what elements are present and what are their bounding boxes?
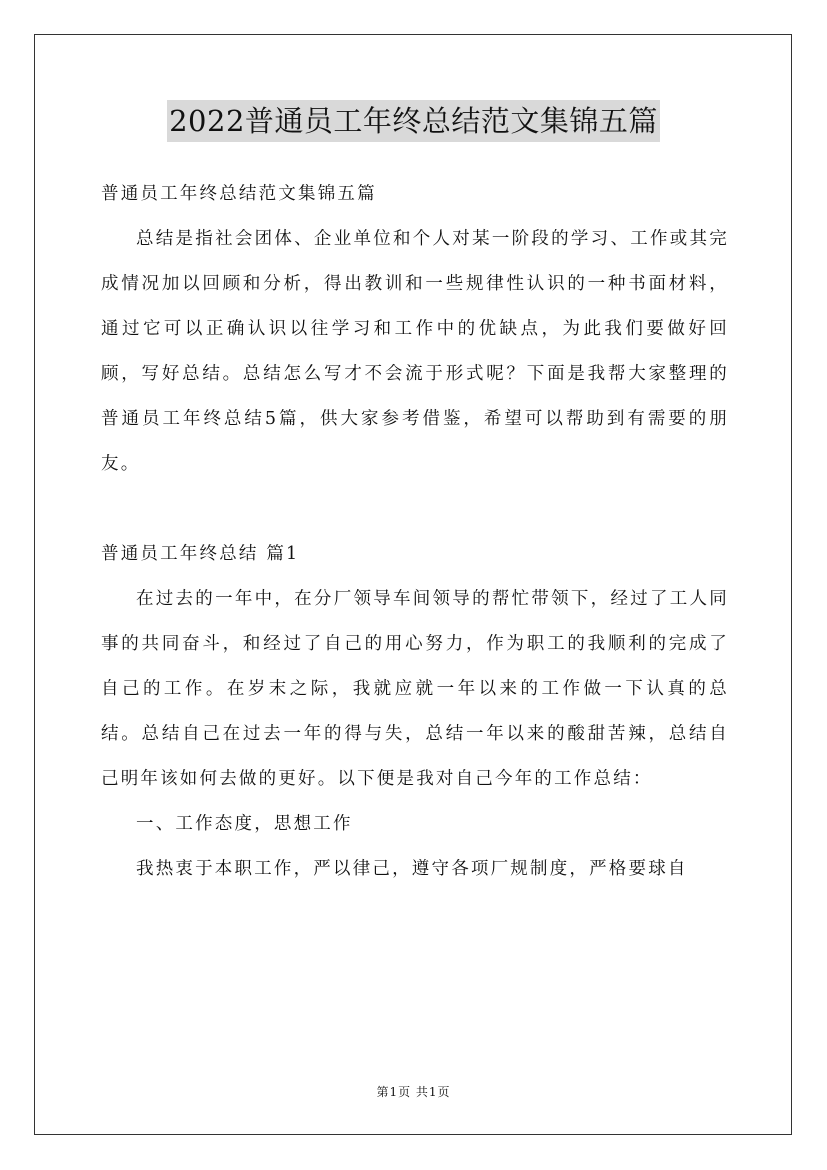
section-paragraph: 在过去的一年中，在分厂领导车间领导的帮忙带领下，经过了工人同事的共同奋斗，和经过了自己的用心努力，作为职工的我顺利的完成了自己的工作。在岁末之际，我就应就一年以来的工作做一下认真的总结。总结自己在过去一年的得与失，总结一年以来的酸甜苦辣，总结自己明年该如何去做的更好。以下便是我对自己今年的工作总结：: [101, 589, 729, 789]
document-body: [101, 172, 729, 892]
intro-paragraph: 总结是指社会团体、企业单位和个人对某一阶段的学习、工作或其完成情况加以回顾和分析，得出教训和一些规律性认识的一种书面材料，通过它可以正确认识以往学习和工作中的优缺点，为此我们要做好回顾，写好总结。总结怎么写才不会流于形式呢？下面是我帮大家整理的普通员工年终总结5篇，供大家参考借鉴，希望可以帮助到有需要的朋友。: [101, 229, 729, 474]
section-paragraph: 我热衷于本职工作，严以律己，遵守各项厂规制度，严格要球自: [136, 859, 688, 879]
paragraph-spacer: [101, 487, 729, 532]
section-subheading: 一、工作态度，思想工作: [136, 814, 353, 834]
title-container: [0, 100, 827, 142]
document-subtitle: 普通员工年终总结范文集锦五篇: [101, 184, 377, 204]
document-title: 2022普通员工年终总结范文集锦五篇: [167, 100, 660, 142]
page-number: 第1页 共1页: [376, 1085, 451, 1099]
section-heading: 普通员工年终总结 篇1: [101, 544, 300, 564]
